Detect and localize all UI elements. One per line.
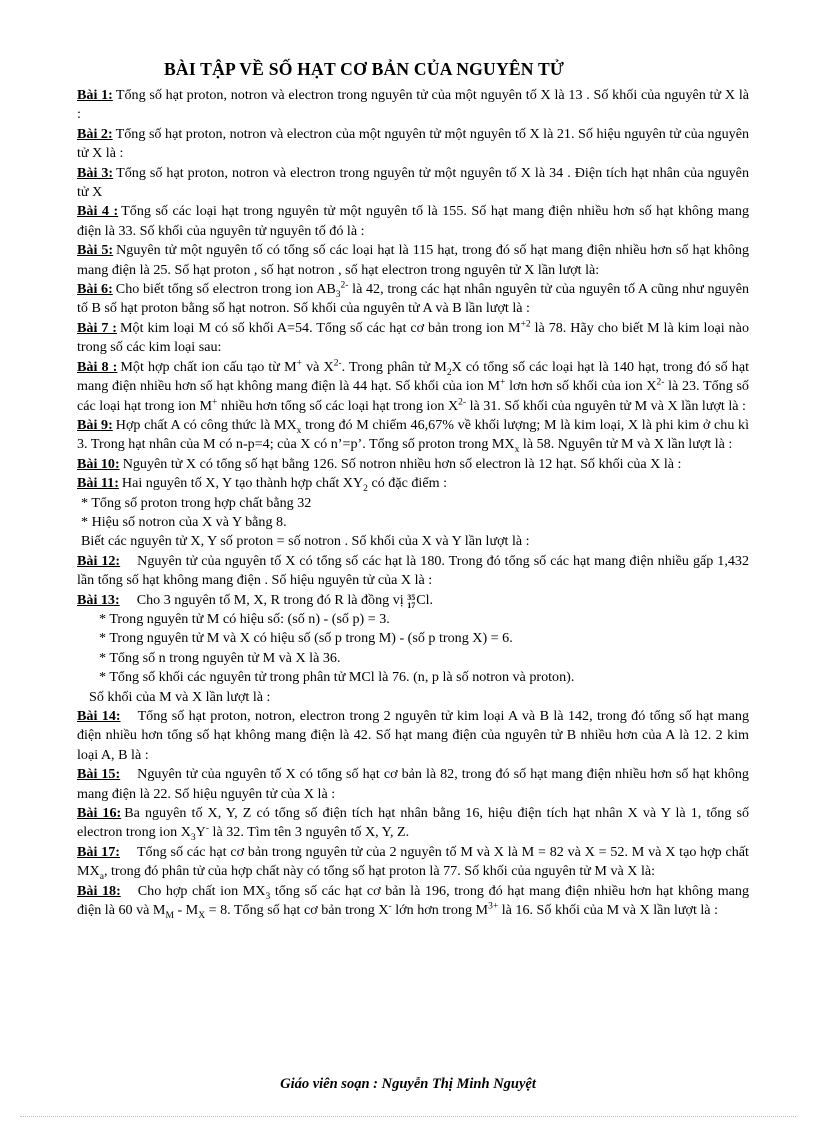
exercise-13-condition: * Trong nguyên tử M có hiệu số: (số n) - (số p) = 3.	[99, 610, 390, 627]
subscript: 3	[190, 833, 196, 844]
superscript: 2-	[458, 396, 467, 407]
exercise-text: = 8. Tổng số hạt cơ bản trong X	[208, 902, 389, 919]
superscript: +	[500, 377, 506, 388]
mass-number: 35	[407, 592, 416, 602]
exercise-text: và X	[306, 358, 334, 375]
superscript: 3+	[488, 901, 499, 912]
exercise-label: Bài 15:	[77, 766, 121, 783]
exercise-text: có đặc điểm :	[371, 475, 447, 492]
exercise-text: Một hợp chất ion cấu tạo từ M	[120, 358, 297, 375]
exercise-17	[77, 843, 749, 882]
exercise-list	[77, 86, 749, 920]
exercise-label: Bài 5:	[77, 242, 114, 259]
exercise-13	[77, 591, 749, 610]
exercise-label: Bài 11:	[77, 475, 119, 492]
exercise-text: Nguyên tử một nguyên tố có tổng số các loại hạt là 115 hạt, trong đó số hạt mang điện nhiều hơn số hạt không mang điện là 25. Số hạt proton , số hạt notron , số hạt electron trong nguyên tử X lần lượt là:	[77, 242, 749, 278]
subscript: M	[165, 910, 174, 921]
exercise-16	[77, 804, 749, 843]
exercise-label: Bài 17:	[77, 843, 120, 860]
exercise-12	[77, 552, 749, 591]
exercise-label: Bài 2:	[77, 125, 113, 142]
subscript: X	[198, 910, 206, 921]
isotope-notation	[407, 594, 415, 610]
exercise-text: lớn hơn trong M	[395, 902, 489, 919]
exercise-label: Bài 10:	[77, 455, 120, 472]
subscript: x	[514, 445, 520, 456]
exercise-label: Bài 16:	[77, 805, 122, 822]
exercise-text: , trong đó phân tử của hợp chất này có tổng số hạt proton là 77. Số khối của nguyên tử M và X là:	[103, 863, 656, 880]
exercise-2	[77, 125, 749, 164]
subscript: a	[99, 872, 104, 883]
superscript: +	[212, 396, 218, 407]
exercise-4	[77, 202, 749, 241]
exercise-label: Bài 1:	[77, 87, 113, 103]
superscript: 2-	[333, 358, 342, 368]
exercise-text: lơn hơn số khối của ion X	[509, 378, 657, 395]
exercise-1	[77, 86, 749, 125]
exercise-text: nhiều hơn tổng số các loại hạt trong ion X	[220, 397, 459, 414]
exercise-label: Bài 8 :	[77, 358, 118, 375]
exercise-text: Nguyên tử X có tổng số hạt bằng 126. Số notron nhiều hơn số electron là 12 hạt. Số khối của X là :	[122, 455, 682, 472]
subscript: 3	[265, 891, 271, 902]
exercise-11-condition: * Tổng số proton trong hợp chất bằng 32	[81, 494, 312, 511]
exercise-text: là 16. Số khối của M và X lần lượt là :	[501, 902, 719, 919]
exercise-text: Tổng số hạt proton, notron, electron trong 2 nguyên tử kim loại A và B là 142, trong đó tổng số hạt mang điện nhiều hơn tổng số hạt không mang điện là 42. Số hạt mang điện của nguyên tử B nhiều hơn của A là 12. 2 kim loại A, B là :	[77, 708, 749, 763]
exercise-text: Một kim loại M có số khối A=54. Tổng số các hạt cơ bản trong ion M	[120, 319, 521, 336]
exercise-text: X có tổng số các loại hạt là 140 hạt, trong đó số hạt mang điện nhiều hơn số hạt không mang điện là 44 hạt. Số khối của ion M	[77, 358, 749, 395]
exercise-text: . Trong phân tử M	[341, 358, 447, 375]
exercise-5	[77, 241, 749, 280]
exercise-3	[77, 164, 749, 203]
exercise-text: Cho hợp chất ion MX	[137, 882, 266, 899]
exercise-label: Bài 4 :	[77, 203, 119, 220]
exercise-text: Tổng số hạt proton, notron và electron trong nguyên tử của một nguyên tố X là 13 . Số khối của nguyên tử X là :	[77, 87, 749, 123]
exercise-text: Tổng số hạt proton, notron và electron của một nguyên tử một nguyên tố X là 21. Số hiệu nguyên tử của nguyên tử X là :	[77, 125, 749, 162]
exercise-13-question: Số khối của M và X lần lượt là :	[89, 688, 271, 705]
exercise-text: Y	[195, 824, 206, 841]
subscript: x	[296, 425, 302, 436]
exercise-text: tổng số các hạt cơ bản là 196, trong đó hạt mang điện nhiều hơn hạt không mang điện là 60 và M	[77, 882, 750, 919]
exercise-11	[77, 474, 749, 493]
exercise-label: Bài 18:	[77, 882, 121, 899]
exercise-text: Ba nguyên tố X, Y, Z có tổng số điện tích hạt nhân bằng 16, hiệu điện tích hạt nhân X và Y là 1, tổng số electron trong ion X	[77, 805, 749, 841]
exercise-text: là 58. Nguyên tử M và X lần lượt là :	[522, 436, 733, 453]
exercise-18	[77, 882, 749, 921]
exercise-text: Cho 3 nguyên tố M, X, R trong đó R là đồng vị	[136, 591, 404, 608]
exercise-text: là 31. Số khối của nguyên tử M và X lần lượt là :	[469, 397, 746, 414]
exercise-6	[77, 280, 749, 319]
exercise-11-question: Biết các nguyên tử X, Y số proton = số notron . Số khối của X và Y lần lượt là :	[81, 533, 530, 550]
superscript: 2-	[340, 280, 349, 291]
exercise-label: Bài 6:	[77, 281, 113, 298]
author-footer: Giáo viên soạn : Nguyễn Thị Minh Nguyệt	[280, 1076, 536, 1092]
exercise-14	[77, 707, 749, 765]
exercise-text: Cho biết tổng số electron trong ion AB	[115, 281, 336, 298]
exercise-7	[77, 319, 749, 358]
atomic-number: 17	[407, 600, 416, 610]
exercise-label: Bài 14:	[77, 708, 121, 724]
page-bottom-divider	[20, 1116, 796, 1117]
exercise-text: Tổng số hạt proton, notron và electron trong nguyên tử một nguyên tố X là 34 . Điện tích hạt nhân của nguyên tử X	[77, 164, 749, 201]
exercise-10	[77, 455, 749, 474]
subscript: 3	[335, 289, 341, 300]
exercise-13-condition: * Trong nguyên tử M và X có hiệu số (số p trong M) - (số p trong X) = 6.	[99, 630, 513, 647]
exercise-text: là 32. Tìm tên 3 nguyên tố X, Y, Z.	[212, 824, 410, 841]
exercise-text: Tổng số các hạt cơ bản trong nguyên tử của 2 nguyên tố M và X là M = 82 và X = 52. M và X tạo hợp chất MX	[77, 843, 749, 880]
exercise-text: Tổng số các loại hạt trong nguyên tử một nguyên tố là 155. Số hạt mang điện nhiều hơn số hạt không mang điện là 33. Số khối của nguyên tử nguyên tố đó là :	[77, 203, 749, 239]
exercise-11-condition: * Hiệu số notron của X và Y bằng 8.	[81, 513, 287, 530]
subscript: 2	[446, 367, 452, 378]
exercise-text: là 23. Tổng số các loại hạt trong ion M	[77, 378, 749, 414]
exercise-text: là 42, trong các hạt nhân nguyên tử của nguyên tố A cũng như nguyên tố B số hạt proton bằng số hạt notron. Số khối của nguyên tử A và B lần lượt là :	[77, 281, 749, 317]
exercise-label: Bài 3:	[77, 164, 114, 181]
exercise-label: Bài 7 :	[77, 319, 118, 336]
exercise-label: Bài 12:	[77, 552, 121, 569]
superscript: -	[388, 901, 392, 912]
exercise-text: - M	[177, 902, 199, 919]
exercise-text: Cl.	[416, 591, 434, 608]
exercise-text: Nguyên tử của nguyên tố X có tổng số hạt cơ bản là 82, trong đó số hạt mang điện nhiều hơn số hạt không mang điện là 22. Số hiệu nguyên tử của X là :	[77, 766, 749, 802]
exercise-13-condition: * Tổng số n trong nguyên tử M và X là 36.	[99, 649, 341, 666]
page-title: BÀI TẬP VỀ SỐ HẠT CƠ BẢN CỦA NGUYÊN TỬ	[164, 59, 565, 79]
superscript: +	[296, 358, 302, 368]
exercise-15	[77, 765, 749, 804]
superscript: -	[205, 823, 210, 834]
exercise-text: trong đó M chiếm 46,67% về khối lượng; M là kim loại, X là phi kim ở chu kì 3. Trong hạt nhân của M có n-p=4; của X có n’=p’. Tổng số proton trong MX	[77, 416, 749, 453]
exercise-8	[77, 358, 749, 416]
exercise-text: Hai nguyên tố X, Y tạo thành hợp chất XY	[121, 475, 364, 492]
exercise-label: Bài 13:	[77, 591, 120, 608]
superscript: 2-	[656, 377, 665, 388]
exercise-text: Nguyên tử của nguyên tố X có tổng số các hạt là 180. Trong đó tổng số các hạt mang điện nhiều gấp 1,432 lần tổng số hạt không mang điện . Số hiệu nguyên tử của X là :	[77, 552, 749, 589]
exercise-9	[77, 416, 749, 455]
exercise-label: Bài 9:	[77, 416, 113, 433]
superscript: +2	[520, 319, 531, 330]
subscript: 2	[363, 483, 368, 494]
exercise-text: là 78. Hãy cho biết M là kim loại nào trong số các kim loại sau:	[77, 319, 749, 356]
exercise-13-condition: * Tổng số khối các nguyên tử trong phân tử MCl là 76. (n, p là số notron và proton).	[99, 669, 575, 686]
exercise-text: Hợp chất A có công thức là MX	[115, 416, 297, 433]
